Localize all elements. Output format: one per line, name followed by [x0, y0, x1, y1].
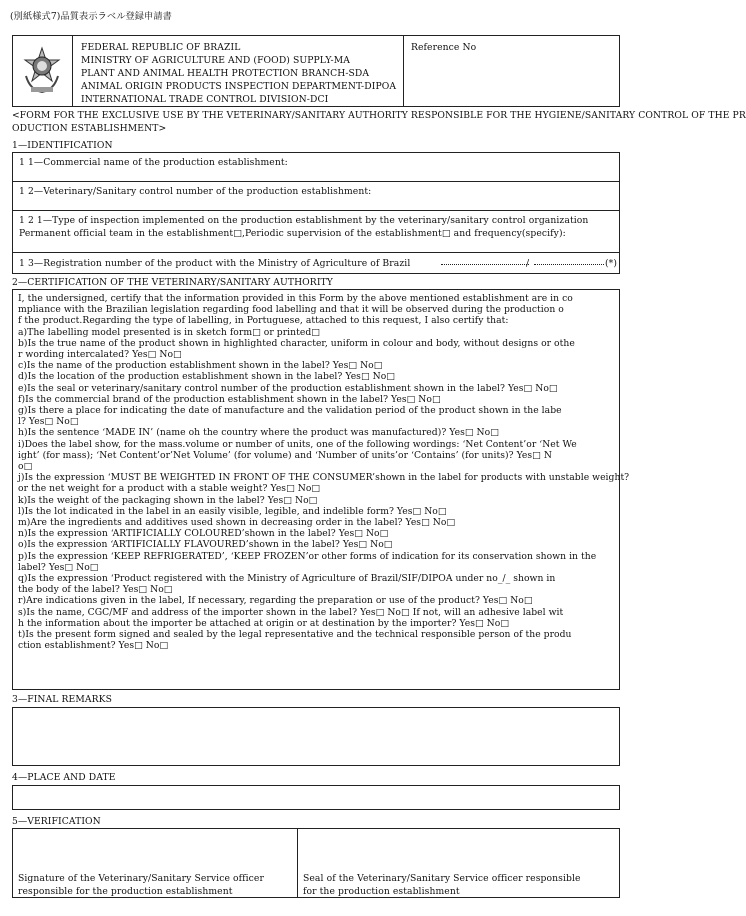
certification-line: l)Is the lot indicated in the label in an easily visible, legible, and indelible form? Yes□ No□: [18, 505, 447, 517]
certification-box: [12, 289, 630, 690]
certification-line: I, the undersigned, certify that the information provided in this Form by the above mentioned establishment are in co: [18, 293, 573, 304]
certification-line: e)Is the seal or veterinary/sanitary control number of the production establishment shown in the label? Yes□ No□: [18, 382, 558, 394]
certification-line: or the net weight for a product with a stable weight? Yes□ No□: [18, 483, 321, 495]
certification-line: h the information about the importer be attached at origin or at destination by the importer? Yes□ No□: [18, 617, 510, 629]
certification-line: q)Is the expression ‘Product registered with the Ministry of Agriculture of Brazil/SIF/DIPOA under no_/_ shown in: [18, 573, 556, 585]
certification-line: c)Is the name of the production establishment shown in the label? Yes□ No□: [18, 360, 383, 372]
registration-number-input-2[interactable]: [534, 264, 604, 265]
registration-number-input-1[interactable]: [441, 264, 529, 265]
certification-line: d)Is the location of the production establishment shown in the label? Yes□ No□: [18, 371, 396, 383]
certification-line: o□: [18, 461, 33, 473]
seal-label-line: Seal of the Veterinary/Sanitary Service officer responsible: [303, 873, 581, 884]
certification-line: r)Are indications given in the label, If necessary, regarding the preparation or use of the product? Yes□ No□: [18, 595, 533, 607]
section-3-title: 3—FINAL REMARKS: [12, 694, 112, 705]
certification-line: label? Yes□ No□: [18, 561, 99, 573]
header-line: FEDERAL REPUBLIC OF BRAZIL: [81, 42, 241, 53]
certification-line: p)Is the expression ‘KEEP REFRIGERATED’, ‘KEEP FROZEN’or other forms of indication for its conservation shown in the: [18, 550, 597, 562]
intro-line: <FORM FOR THE EXCLUSIVE USE BY THE VETERINARY/SANITARY AUTHORITY RESPONSIBLE FOR THE HYGIENE/SANITARY CONTROL OF THE PR: [12, 110, 746, 121]
registration-number-label: 1 3—Registration number of the product with the Ministry of Agriculture of Brazil: [19, 258, 411, 269]
section-5-title: 5—VERIFICATION: [12, 816, 101, 827]
certification-line: s)Is the name, CGC/MF and address of the importer shown in the label? Yes□ No□ If not, will an adhesive label wit: [18, 606, 564, 618]
certification-line: ction establishment? Yes□ No□: [18, 640, 169, 652]
section-4-title: 4—PLACE AND DATE: [12, 772, 116, 783]
signature-label-line: responsible for the production establishment: [18, 886, 233, 897]
certification-line: k)Is the weight of the packaging shown in the label? Yes□ No□: [18, 494, 318, 506]
identification-box: [12, 152, 620, 274]
final-remarks-box[interactable]: [12, 707, 620, 766]
certification-line: g)Is there a place for indicating the date of manufacture and the validation period of the product shown in the labe: [18, 405, 562, 417]
certification-line: r wording intercalated? Yes□ No□: [18, 349, 182, 361]
registration-mark: (*): [605, 258, 618, 269]
header-line: ANIMAL ORIGIN PRODUCTS INSPECTION DEPARTMENT-DIPOA: [81, 81, 397, 92]
certification-line: h)Is the sentence ‘MADE IN’ (name oh the country where the product was manufactured)? Yes□ No□: [18, 427, 499, 439]
certification-line: the body of the label? Yes□ No□: [18, 584, 173, 596]
intro-line: ODUCTION ESTABLISHMENT>: [12, 123, 167, 134]
certification-line: f)Is the commercial brand of the production establishment shown in the label? Yes□ No□: [18, 393, 441, 405]
certification-line: ight’ (for mass); ‘Net Content’or’Net Volume’ (for volume) and ‘Number of units’or ‘Contains’ (for units)? Yes□ N: [18, 449, 552, 461]
certification-line: o)Is the expression ‘ARTIFICIALLY FLAVOURED’shown in the label? Yes□ No□: [18, 539, 393, 551]
header-line: MINISTRY OF AGRICULTURE AND (FOOD) SUPPLY-MA: [81, 55, 351, 66]
seal-label-line: for the production establishment: [303, 886, 460, 897]
section-1-title: 1—IDENTIFICATION: [12, 140, 113, 151]
verification-box: [12, 828, 620, 898]
commercial-name-field[interactable]: 1 1—Commercial name of the production establishment:: [19, 157, 288, 168]
certification-line: i)Does the label show, for the mass.volume or number of units, one of the following wordings: ‘Net Content’or ‘Net We: [18, 438, 577, 450]
header-box: [12, 35, 620, 107]
certification-line: t)Is the present form signed and sealed by the legal representative and the technical responsible person of the produ: [18, 629, 572, 641]
signature-label-line: Signature of the Veterinary/Sanitary Service officer: [18, 873, 264, 884]
inspection-type-field[interactable]: 1 2 1—Type of inspection implemented on the production establishment by the veterinary/sanitary control organization: [19, 215, 589, 226]
header-line: INTERNATIONAL TRADE CONTROL DIVISION-DCI: [81, 94, 329, 105]
seal-area[interactable]: [298, 829, 619, 897]
inspection-type-options[interactable]: Permanent official team in the establishment□,Periodic supervision of the establishment□ and frequency(specify):: [19, 228, 566, 239]
form-id: (別紙様式7)品質表示ラベル登録申請書: [10, 11, 172, 22]
place-date-box[interactable]: [12, 785, 620, 810]
certification-line: m)Are the ingredients and additives used shown in decreasing order in the label? Yes□ No□: [18, 517, 456, 529]
certification-line: j)Is the expression ‘MUST BE WEIGHTED IN FRONT OF THE CONSUMER’shown in the label for products with unstable weight?: [18, 472, 630, 484]
certification-line: f the product.Regarding the type of labelling, in Portuguese, attached to this request, I also certify that:: [18, 315, 509, 327]
signature-area[interactable]: [13, 829, 297, 897]
section-2-title: 2—CERTIFICATION OF THE VETERINARY/SANITARY AUTHORITY: [12, 277, 333, 288]
brazil-coat-of-arms-icon: [21, 46, 63, 96]
registration-slash: /: [526, 258, 530, 269]
control-number-field[interactable]: 1 2—Veterinary/Sanitary control number of the production establishment:: [19, 186, 372, 197]
certification-line: mpliance with the Brazilian legislation regarding food labelling and that it will be observed during the production o: [18, 304, 564, 316]
certification-line: l? Yes□ No□: [18, 416, 79, 428]
certification-line: n)Is the expression ‘ARTIFICIALLY COLOURED’shown in the label? Yes□ No□: [18, 528, 389, 540]
reference-no-label: Reference No: [411, 42, 477, 53]
certification-line: a)The labelling model presented is in sketch form□ or printed□: [18, 326, 321, 338]
header-line: PLANT AND ANIMAL HEALTH PROTECTION BRANCH-SDA: [81, 68, 370, 79]
certification-line: b)Is the true name of the product shown in highlighted character, uniform in colour and body, without designs or othe: [18, 337, 575, 349]
